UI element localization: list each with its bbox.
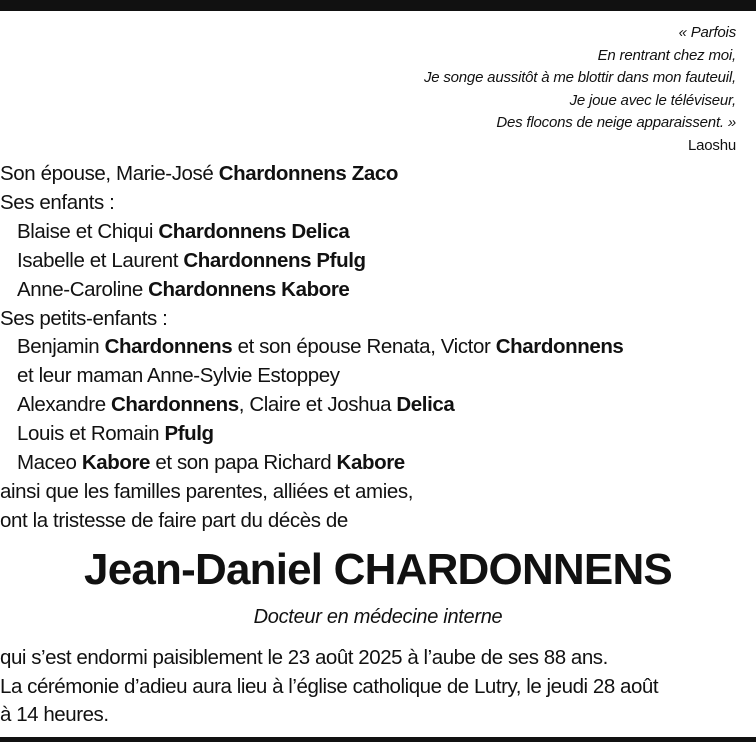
poem-line: Je songe aussitôt à me blottir dans mon fauteuil, [423,69,736,87]
closing-text [0,644,756,730]
children-heading: Ses enfants : [0,190,115,214]
closing-line: qui s’est endormi paisiblement le 23 août 2025 à l’aube de ses 88 ans. [0,646,608,669]
family-name: Chardonnens [495,335,624,359]
poem-line: En rentrant chez moi, [597,46,736,64]
grandchildren-heading: Ses petits-enfants : [0,306,168,330]
grandchild-line: et leur maman Anne-Sylvie Estoppey [17,364,340,388]
deceased-name: Jean-Daniel CHARDONNENS [84,545,672,594]
deceased-profession: Docteur en médecine interne [253,606,503,628]
family-name: Chardonnens [111,393,239,417]
family-name: Kabore [81,451,151,475]
closing-line: à 14 heures. [0,703,109,727]
epigraph-poem [424,22,736,158]
top-rule [0,0,756,11]
poem-line: Je joue avec le téléviseur, [569,91,736,109]
grandchild-line: Louis et Romain Pfulg [17,422,214,446]
family-name: Kabore [336,451,405,475]
family-name: Chardonnens Zaco [218,162,398,185]
child-line: Isabelle et Laurent Chardonnens Pfulg [17,248,366,272]
spouse-line: Son épouse, Marie-José Chardonnens Zaco [0,162,398,185]
family-name: Chardonnens Pfulg [183,248,366,272]
child-line: Anne-Caroline Chardonnens Kabore [17,277,350,301]
poem-author: Laoshu [687,136,736,154]
family-name: Chardonnens [104,335,233,359]
poem-line: Des flocons de neige apparaissent. » [496,114,736,132]
grandchild-line: Alexandre Chardonnens, Claire et Joshua Delica [17,393,455,417]
family-name: Delica [396,393,455,417]
grandchild-line: Benjamin Chardonnens et son épouse Renata, Victor Chardonnens [17,335,624,359]
family-name: Chardonnens Kabore [148,277,350,301]
family-name: Chardonnens Delica [158,219,350,243]
poem-line: « Parfois [678,24,736,41]
grandchild-line: Maceo Kabore et son papa Richard Kabore [17,451,405,475]
family-name: Pfulg [164,422,214,446]
bottom-rule [0,737,756,742]
closing-line: La cérémonie d’adieu aura lieu à l’église catholique de Lutry, le jeudi 28 août [0,674,659,698]
family-announcement [0,160,756,536]
relatives-line: ainsi que les familles parentes, alliées et amies, [0,479,413,503]
announcement-line: ont la tristesse de faire part du décès de [0,508,348,532]
child-line: Blaise et Chiqui Chardonnens Delica [17,219,350,243]
